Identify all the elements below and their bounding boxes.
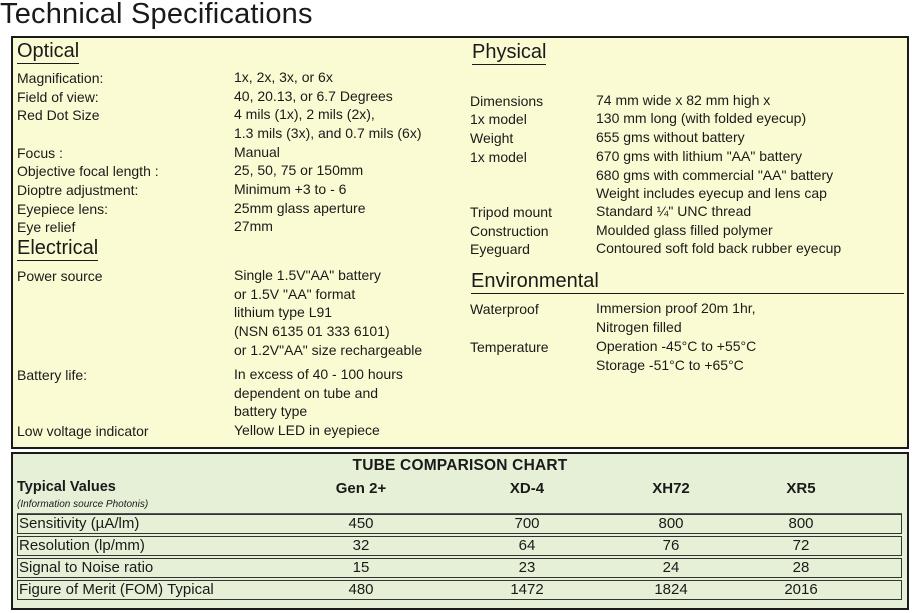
spec-label: Objective focal length : [17, 163, 159, 179]
spec-value: 25mm glass aperture [234, 200, 366, 216]
table-cell: 76 [662, 537, 680, 554]
table-cell: 450 [348, 515, 374, 532]
table-cell: 1824 [654, 581, 688, 598]
table-cell: 700 [514, 515, 540, 532]
spec-value: 1x, 2x, 3x, or 6x [234, 69, 333, 85]
spec-value: 25, 50, 75 or 150mm [234, 162, 364, 178]
table-cell: 28 [792, 559, 810, 576]
environmental-heading: Environmental [471, 270, 904, 294]
table-cell: 32 [352, 537, 370, 554]
spec-value: Single 1.5V"AA" battery or 1.5V "AA" format lithium type L91 (NSN 6135 01 333 6101) or 1.2V"AA" size rechargeable [234, 267, 423, 358]
row-label: Resolution (lp/mm) [19, 537, 145, 554]
spec-value: In excess of 40 - 100 hours dependent on tube and battery type [234, 366, 403, 420]
spec-value: Contoured soft fold back rubber eyecup [596, 240, 842, 256]
spec-value: Yellow LED in eyepiece [234, 422, 380, 438]
spec-value: Immersion proof 20m 1hr, Nitrogen filled [596, 300, 756, 335]
spec-label: Magnification: [17, 70, 104, 86]
spec-label: Weight [470, 130, 514, 146]
spec-value: Operation -45°C to +55°C Storage -51°C to +65°C [596, 338, 757, 373]
spec-value: 40, 20.13, or 6.7 Degrees [234, 88, 393, 104]
spec-label: Red Dot Size [17, 107, 100, 123]
spec-label: Field of view: [17, 89, 99, 105]
spec-label: Battery life: [17, 367, 88, 383]
tube-comparison-chart [11, 452, 909, 610]
table-cell: 72 [792, 537, 810, 554]
spec-label: Eye relief [17, 219, 76, 235]
spec-label: Waterproof [470, 301, 539, 317]
table-cell: 64 [518, 537, 536, 554]
spec-label: Power source [17, 268, 103, 284]
spec-label: Temperature [470, 339, 549, 355]
column-header: XD-4 [509, 480, 545, 497]
spec-label: Eyepiece lens: [17, 201, 109, 217]
physical-heading: Physical [472, 41, 547, 63]
page-title: Technical Specifications [0, 0, 313, 30]
typical-values-label: Typical Values [17, 479, 116, 495]
table-cell: 24 [662, 559, 680, 576]
spec-label: Dioptre adjustment: [17, 182, 139, 198]
spec-label: Dimensions [470, 93, 544, 109]
table-cell: 15 [352, 559, 370, 576]
spec-value: Moulded glass filled polymer [596, 222, 773, 238]
chart-title: TUBE COMPARISON CHART [352, 457, 568, 474]
column-header: Gen 2+ [335, 480, 387, 497]
spec-label: Low voltage indicator [17, 423, 149, 439]
row-label: Sensitivity (µA/lm) [19, 515, 140, 532]
spec-label: Eyeguard [470, 241, 530, 257]
column-header: XR5 [786, 480, 816, 497]
row-label: Figure of Merit (FOM) Typical [19, 581, 214, 598]
table-cell: 2016 [784, 581, 818, 598]
spec-label: Construction [470, 223, 549, 239]
table-cell: 800 [788, 515, 814, 532]
table-cell: 23 [518, 559, 536, 576]
spec-label: Tripod mount [470, 204, 552, 220]
spec-value: 670 gms with lithium "AA" battery 680 gms with commercial "AA" battery Weight includes eyecup and lens cap [596, 148, 834, 202]
electrical-heading: Electrical [17, 237, 99, 259]
specifications-panel [11, 36, 909, 449]
spec-value: Standard ¼" UNC thread [596, 203, 752, 219]
spec-value: 130 mm long (with folded eyecup) [596, 110, 807, 126]
spec-label: 1x model [470, 149, 527, 165]
optical-heading: Optical [17, 40, 80, 62]
spec-value: 4 mils (1x), 2 mils (2x), 1.3 mils (3x), and 0.7 mils (6x) [234, 106, 422, 141]
spec-value: Minimum +3 to - 6 [234, 181, 347, 197]
table-cell: 480 [348, 581, 374, 598]
column-header: XH72 [652, 480, 690, 497]
spec-label: Focus : [17, 145, 63, 161]
spec-value: 655 gms without battery [596, 129, 745, 145]
spec-value: 74 mm wide x 82 mm high x [596, 92, 771, 108]
spec-label: 1x model [470, 111, 527, 127]
source-note: (Information source Photonis) [17, 499, 149, 510]
table-cell: 1472 [510, 581, 544, 598]
spec-value: 27mm [234, 218, 273, 234]
table-cell: 800 [658, 515, 684, 532]
row-label: Signal to Noise ratio [19, 559, 154, 576]
spec-value: Manual [234, 144, 280, 160]
